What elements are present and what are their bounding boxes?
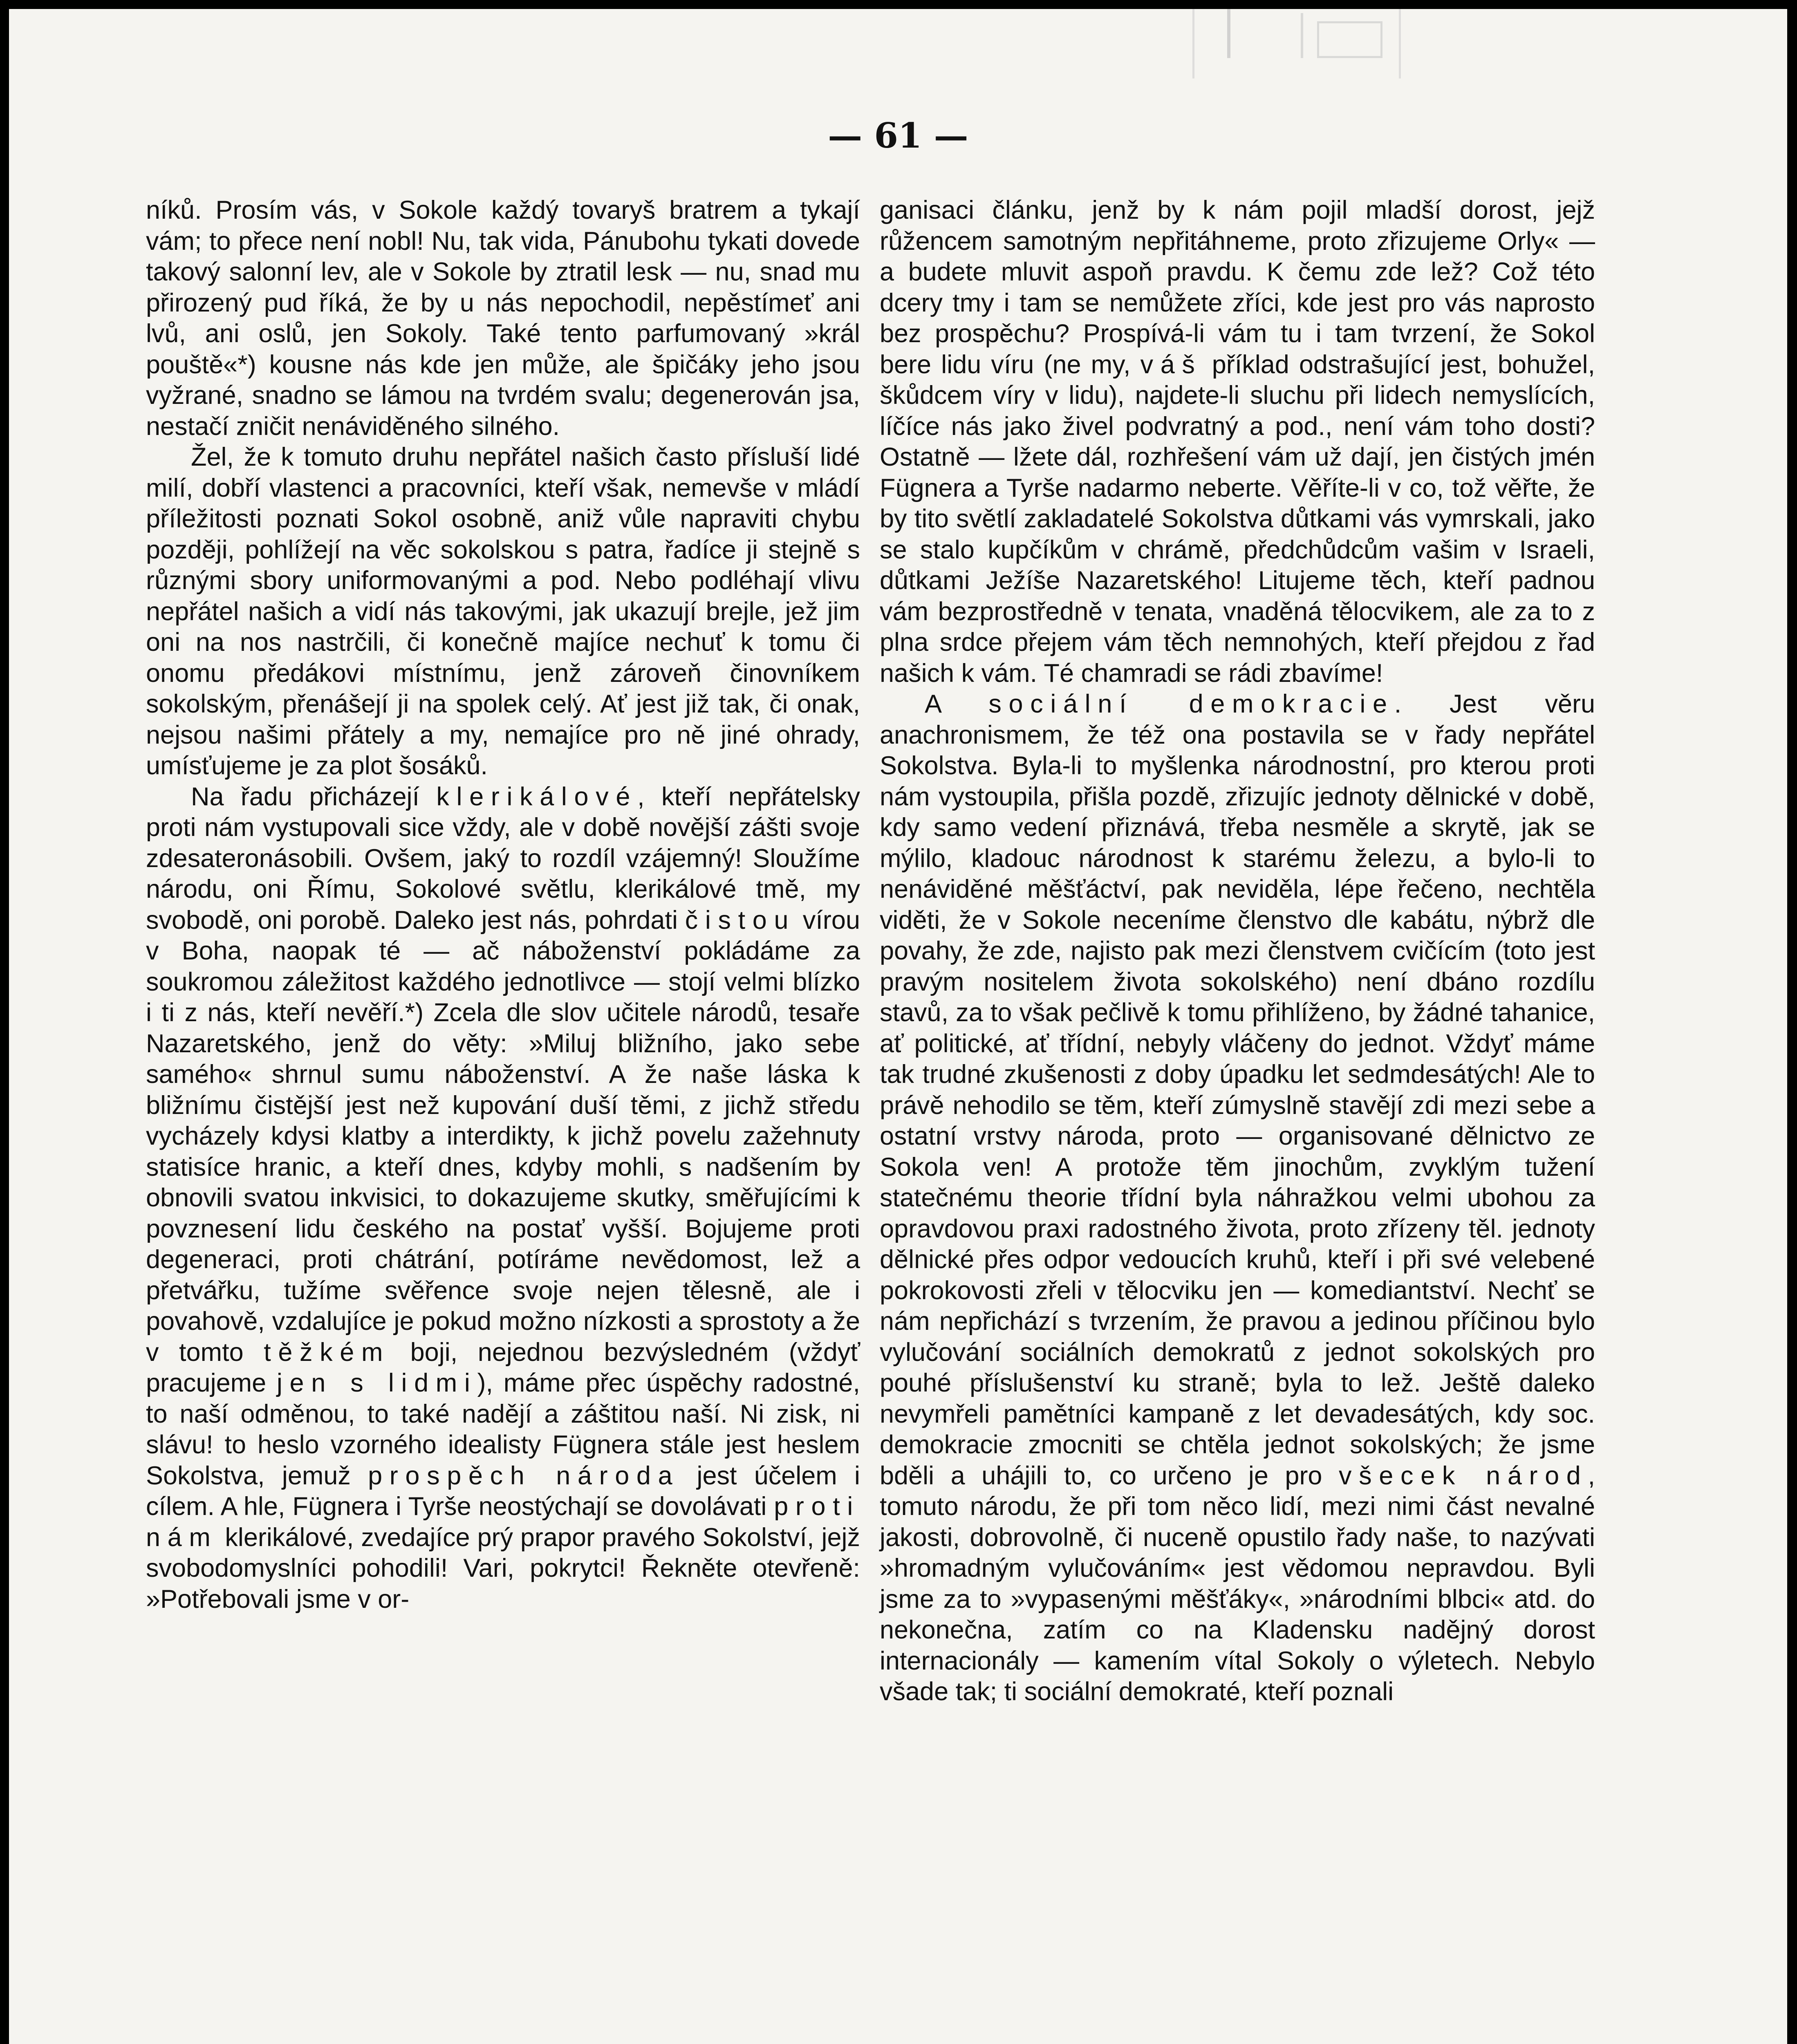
library-stamp	[1192, 9, 1401, 78]
left-column-paragraph: Na řadu přicházejí klerikálové, kteří nepřátelsky proti nám vystupovali sice vždy, ale v době novější zášti svoje zdesateronásobili. Ovšem, jaký to rozdíl vzájemný! Sloužíme národu, oni Římu, Sokolové světlu, klerikálové tmě, my svobodě, oni porobě. Daleko jest nás, pohrdati čistou vírou v Boha, naopak té — ač náboženství pokládáme za soukromou záležitost každého jednotlivce — stojí velmi blízko i ti z nás, kteří nevěří.*) Zcela dle slov učitele národů, tesaře Nazaretského, jenž do věty: »Miluj bližního, jako sebe samého« shrnul sumu náboženství. A že naše láska k bližnímu čistější jest než kupování duší těmi, z jichž středu vycházely kdysi klatby a interdikty, k jichž povelu zažehnuty statisíce hranic, a kteří dnes, kdyby mohli, s nadšením by obnovili svatou inkvisici, to dokazujeme skutky, směřujícími k povznesení lidu českého na postať vyšší. Bojujeme proti degeneraci, proti chátrání, potíráme nevědomost, lež a přetvářku, tužíme svěřence svoje nejen tělesně, ale i povahově, vzdalujíce je pokud možno nízkosti a sprostoty a že v tomto těžkém boji, nejednou bezvýsledném (vždyť pracujeme jen s lidmi), máme přec úspěchy radostné, to naší odměnou, to také nadějí a záštitou naší. Ni zisk, ni slávu! to heslo vzorného idealisty Fügnera stále jest heslem Sokolstva, jemuž prospěch národa jest účelem i cílem. A hle, Fügnera i Tyrše neostýchají se dovolávati proti nám klerikálové, zvedajíce prý prapor pravého Sokolství, jejž svobodomyslníci pohodili! Vari, pokrytci! Řekněte otevřeně: »Potřebovali jsme v or-	[146, 782, 860, 1614]
right-column-paragraph: A sociální demokracie. Jest věru anachronismem, že též ona postavila se v řady nepřátel Sokolstva. Byla-li to myšlenka národnostní, pro kterou proti nám vystoupila, přišla pozdě, zřizujíc jednoty dělnické v době, kdy samo vedení přiznává, třeba nesměle a skrytě, jak se mýlilo, kladouc národnost k starému železu, a bylo-li to nenáviděné měšťáctví, pak neviděla, lépe řečeno, nechtěla viděti, že v Sokole neceníme členstvo dle kabátu, nýbrž dle povahy, že zde, najisto pak mezi členstvem cvičícím (toto jest pravým nositelem života sokolského) není dbáno rozdílu stavů, za to však pečlivě k tomu přihlíženo, by žádné tahanice, ať politické, ať třídní, nebyly vláčeny do jednot. Vždyť máme tak trudné zkušenosti z doby úpadku let sedmdesátých! Ale to právě nehodilo se těm, kteří zúmyslně stavějí zdi mezi sebe a ostatní vrstvy národa, proto — organisované dělnictvo ze Sokola ven! A protože těm jinochům, zvyklým tužení statečnému theorie třídní byla náhražkou velmi ubohou za opravdovou praxi radostného života, proto zřízeny těl. jednoty dělnické přes odpor vedoucích kruhů, kteří i při své velebené pokrokovosti zřeli v tělocviku jen — komediantství. Nechť se nám nepřichází s tvrzením, že pravou a jedinou příčinou bylo vylučování sociálních demokratů z jednot sokolských pro pouhé příslušenství ku straně; byla to lež. Ještě daleko nevymřeli pamětníci kampaně z let devadesátých, kdy soc. demokracie zmocniti se chtěla jednot sokolských; že jsme bděli a uhájili to, co určeno je pro všecek národ, tomuto národu, že při tom něco lidí, mezi nimi část nevalné jakosti, dobrovolně, či nuceně opustilo řady naše, to nazývati »hromadným vylučováním« jest vědomou nepravdou. Byli jsme za to »vypasenými měšťáky«, »národními blbci« atd. do nekonečna, zatím co na Kladensku nadějný dorost internacionály — kamením vítal Sokoly o výletech. Nebylo všade tak; ti sociální demokraté, kteří poznali	[880, 690, 1595, 1706]
left-column	[146, 195, 860, 1615]
page-number: — 61 —	[828, 115, 968, 156]
scanned-page	[9, 9, 1787, 2044]
left-column-paragraph: Žel, že k tomuto druhu nepřátel našich často přísluší lidé milí, dobří vlastenci a pracovníci, kteří však, nemevše v mládí příležitosti poznati Sokol osobně, aniž vůle napraviti chybu později, pohlížejí na věc sokolskou s patra, řadíce ji stejně s různými sbory uniformovanými a pod. Nebo podléhají vlivu nepřátel našich a vidí nás takovými, jak ukazují brejle, jež jim oni na nos nastrčili, či konečně majíce nechuť k tomu či onomu předákovi místnímu, jenž zároveň činovníkem sokolským, přenášejí ji na spolek celý. Ať jest již tak, či onak, nejsou našimi přátely a my, nemajíce pro ně jiné ohrady, umísťujeme je za plot šosáků.	[146, 443, 860, 780]
left-column-paragraph: níků. Prosím vás, v Sokole každý tovaryš bratrem a tykají vám; to přece není nobl! Nu, tak vida, Pánubohu tykati dovede takový salonní lev, ale v Sokole by ztratil lesk — nu, snad mu přirozený pud říká, že by u nás nepochodil, nepěstímeť ani lvů, ani oslů, jen Sokoly. Také tento parfumovaný »král pouště«*) kousne nás kde jen může, ale špičáky jeho jsou vyžrané, snadno se lámou na tvrdém svalu; degenerován jsa, nestačí zničit nenáviděného silného.	[146, 196, 860, 441]
right-column	[880, 195, 1595, 1708]
right-column-paragraph: ganisaci článku, jenž by k nám pojil mladší dorost, jejž růžencem samotným nepřitáhneme, proto zřizujeme Orly« — a budete mluvit aspoň pravdu. K čemu zde lež? Což této dcery tmy i tam se nemůžete zříci, kde jest pro vás naprosto bez prospěchu? Prospívá-li vám tu i tam tvrzení, že Sokol bere lidu víru (ne my, váš příklad odstrašující jest, bohužel, škůdcem víry v lidu), najdete-li sluchu při lidech nemyslících, líčíce nás jako živel podvratný a pod., není vám toho dosti? Ostatně — lžete dál, rozhřešení vám už dají, jen čistých jmén Fügnera a Tyrše nadarmo neberte. Věříte-li v co, tož věřte, že by tito světlí zakladatelé Sokolstva důtkami vás vymrskali, jako se stalo kupčíkům v chrámě, předchůdcům vašim v Israeli, důtkami Ježíše Nazaretského! Litujeme těch, kteří padnou vám bezprostředně v tenata, vnaděná tělocvikem, ale za to z plna srdce přejem vám těch nemnohých, kteří přejdou z řad našich k vám. Té chamradi se rádi zbavíme!	[880, 196, 1595, 688]
